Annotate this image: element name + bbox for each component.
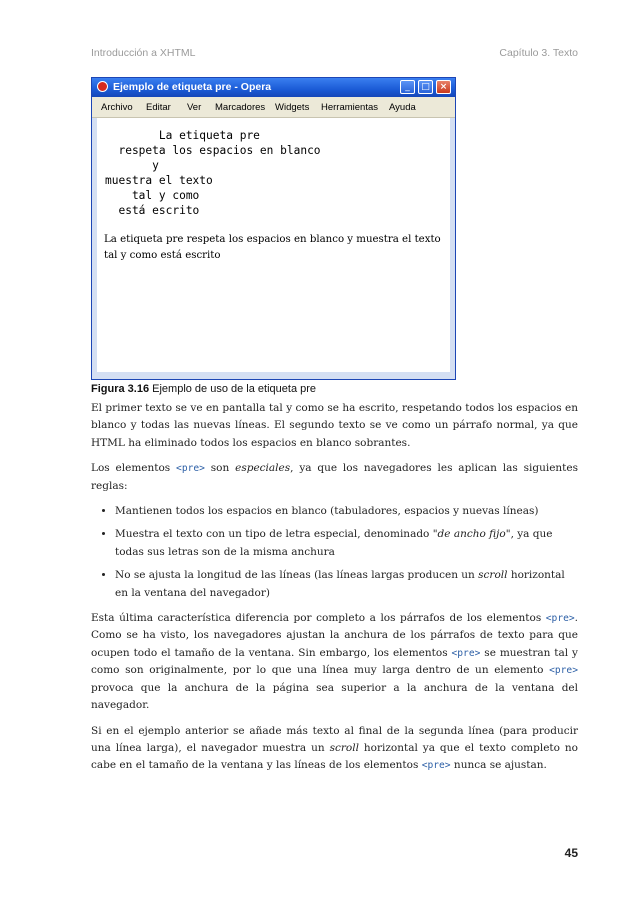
text-span: , ya que los navegadores les aplican las siguientes reglas:	[91, 462, 579, 492]
browser-window-screenshot	[91, 77, 456, 380]
text-span: Los elementos	[91, 462, 177, 475]
pre-example-text: La etiqueta pre respeta los espacios en blanco y muestra el texto tal y como está escrito	[105, 129, 321, 217]
menu-herramientas: Herramientas	[321, 102, 379, 113]
window-title: Ejemplo de etiqueta pre - Opera	[113, 81, 272, 93]
code-pre: <pre>	[545, 613, 575, 625]
minimize-icon: _	[400, 80, 415, 94]
text-span: se muestran tal y como son originalmente, por lo que una línea muy larga dentro de un elemento	[91, 646, 578, 677]
text-span: provoca que la anchura de la página sea superior a la anchura de la ventana del navegador.	[91, 681, 578, 712]
text-span: horizontal en la ventana del navegador)	[115, 569, 565, 599]
paragraph-1: El primer texto se ve en pantalla tal y como se ha escrito, respetando todos los espacios en blanco y todas las nuevas líneas. El segundo texto se ve como un párrafo normal, ya que HTML ha eliminado todos los espacios en blanco sobrantes.	[91, 402, 578, 449]
text-span: horizontal ya que el texto completo no cabe en el tamaño de la ventana y las líneas de los elementos	[91, 741, 578, 772]
code-pre: <pre>	[421, 760, 451, 772]
emphasis: especiales	[235, 462, 291, 475]
text-span: . Como se ha visto, los navegadores ajustan la anchura de los párrafos de texto para que ocupen todo el tamaño de la ventana. Sin embargo, los elementos	[91, 612, 578, 659]
maximize-icon: □	[418, 80, 433, 94]
code-pre: <pre>	[451, 647, 481, 659]
menu-ayuda: Ayuda	[389, 102, 416, 113]
page-viewport	[97, 118, 450, 372]
menu-widgets: Widgets	[275, 102, 310, 113]
close-icon: ×	[436, 80, 451, 94]
caption-label: Figura 3.16	[91, 383, 150, 395]
window-titlebar	[92, 78, 455, 97]
list-item	[115, 503, 578, 520]
text-span: Esta última característica diferencia por completo a los párrafos de los elementos	[91, 612, 546, 625]
text-span: No se ajusta la longitud de las líneas (las líneas largas producen un	[115, 569, 479, 582]
paragraph-4	[91, 723, 578, 775]
list-item	[115, 567, 578, 602]
paragraph-example-text: La etiqueta pre respeta los espacios en blanco y muestra el texto tal y como está escrito	[104, 234, 441, 261]
menu-ver: Ver	[187, 102, 202, 113]
code-pre: <pre>	[549, 665, 578, 677]
emphasis: scroll	[329, 741, 359, 754]
list-item	[115, 526, 578, 561]
text-span: son	[204, 462, 236, 475]
header-chapter-title: Capítulo 3. Texto	[499, 47, 578, 59]
menu-marcadores: Marcadores	[215, 102, 266, 113]
menu-editar: Editar	[146, 102, 171, 113]
text-span: ", ya que todas sus letras son de la misma anchura	[115, 528, 553, 558]
opera-logo-icon	[97, 81, 108, 92]
page-number: 45	[564, 846, 578, 860]
code-pre: <pre>	[176, 463, 205, 475]
paragraph-3	[91, 610, 578, 714]
emphasis: de ancho fijo	[437, 528, 506, 541]
header-book-title: Introducción a XHTML	[91, 47, 196, 59]
figure-caption	[91, 383, 578, 395]
caption-text: Ejemplo de uso de la etiqueta pre	[149, 383, 317, 395]
text-span: nunca se ajustan.	[450, 759, 547, 772]
window-menubar	[92, 97, 455, 118]
paragraph-2	[91, 460, 578, 495]
text-span: Muestra el texto con un tipo de letra especial, denominado "	[115, 528, 438, 541]
text-span: Mantienen todos los espacios en blanco (tabuladores, espacios y nuevas líneas)	[115, 505, 539, 518]
menu-archivo: Archivo	[101, 102, 133, 113]
text-span: Si en el ejemplo anterior se añade más texto al final de la segunda línea (para producir una línea larga), el navegador muestra un	[91, 724, 578, 754]
body-text	[91, 400, 578, 783]
rules-list	[91, 503, 578, 602]
emphasis: scroll	[478, 569, 508, 582]
